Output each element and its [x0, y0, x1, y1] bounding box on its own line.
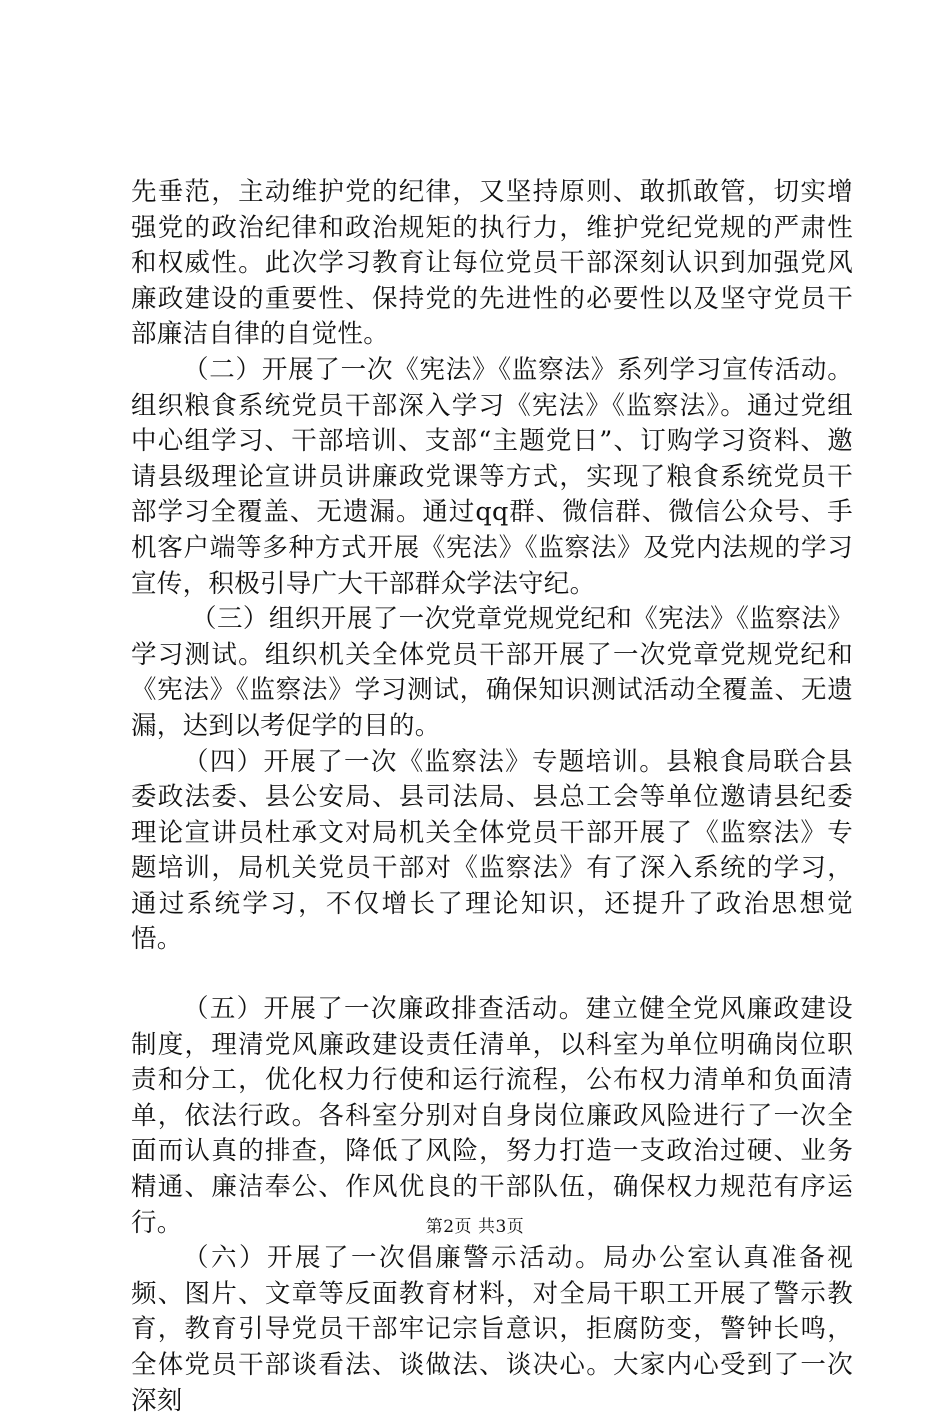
page-number-footer: 第2页 共3页 — [425, 1217, 525, 1237]
paragraph-section-2: （二）开展了一次《宪法》《监察法》系列学习宣传活动。组织粮食系统党员干部深入学习《宪法》《监察法》。通过党组中心组学习、干部培训、支部“主题党日”、订购学习资料、邀请县级理论宣讲员讲廉政党课等方式，实现了粮食系统党员干部学习全覆盖、无遗漏。通过qq群、微信群、微信公众号、手机客户端等多种方式开展《宪法》《监察法》及党内法规的学习宣传，积极引导广大干部群众学法守纪。 — [131, 354, 853, 599]
paragraph-continuation: 先垂范，主动维护党的纪律，又坚持原则、敢抓敢管，切实增强党的政治纪律和政治规矩的执行力，维护党纪党规的严肃性和权威性。此次学习教育让每位党员干部深刻认识到加强党风廉政建设的重要性、保持党的先进性的必要性以及坚守党员干部廉洁自律的自觉性。 — [131, 177, 853, 350]
paragraph-section-6: （六）开展了一次倡廉警示活动。局办公室认真准备视频、图片、文章等反面教育材料，对全局干职工开展了警示教育，教育引导党员干部牢记宗旨意识，拒腐防变，警钟长鸣，全体党员干部谈看法、谈做法、谈决心。大家内心受到了一次深刻 — [131, 1243, 853, 1416]
paragraph-section-4: （四）开展了一次《监察法》专题培训。县粮食局联合县委政法委、县公安局、县司法局、县总工会等单位邀请县纪委理论宣讲员杜承文对局机关全体党员干部开展了《监察法》专题培训，局机关党员干部对《监察法》有了深入系统的学习，通过系统学习，不仅增长了理论知识，还提升了政治思想觉悟。 — [131, 746, 853, 955]
paragraph-section-3: （三）组织开展了一次党章党规党纪和《宪法》《监察法》学习测试。组织机关全体党员干部开展了一次党章党规党纪和《宪法》《监察法》学习测试，确保知识测试活动全覆盖、无遗漏，达到以考促学的目的。 — [131, 604, 853, 741]
paragraph-section-5: （五）开展了一次廉政排查活动。建立健全党风廉政建设制度，理清党风廉政建设责任清单，以科室为单位明确岗位职责和分工，优化权力行使和运行流程，公布权力清单和负面清单，依法行政。各科室分别对自身岗位廉政风险进行了一次全面而认真的排查，降低了风险，努力打造一支政治过硬、业务精通、廉洁奉公、作风优良的干部队伍，确保权力规范有序运行。 — [131, 994, 853, 1238]
